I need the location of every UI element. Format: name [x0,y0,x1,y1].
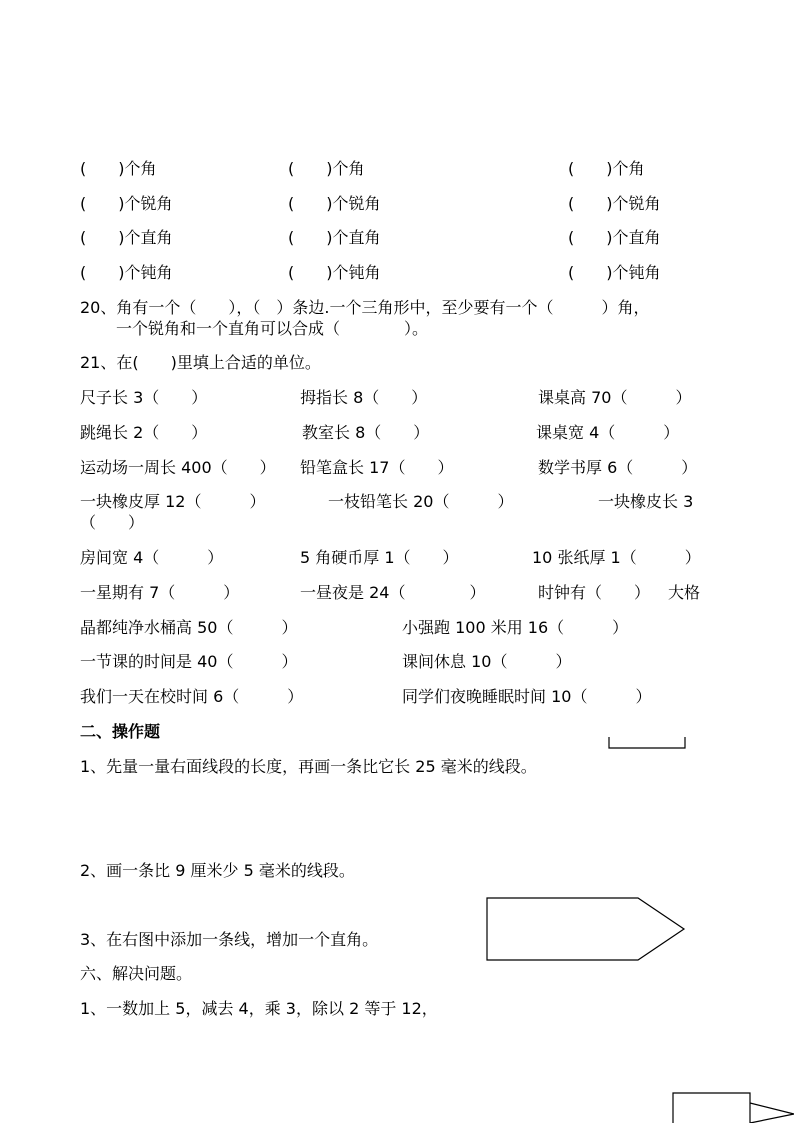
section-2-title: 二、操作题 [80,722,161,741]
unit-item: 时钟有（ ） [538,583,651,602]
unit-item-wrap: （ ） [80,513,145,532]
angle-blank-1-1: ( )个角 [80,159,157,178]
right-angle-blank-1: ( )个直角 [80,228,173,247]
q21-heading: 21、在( )里填上合适的单位。 [80,353,321,372]
op-q3: 3、在右图中添加一条线，增加一个直角。 [80,930,379,949]
unit-item: 一枝铅笔长 20（ ） [328,492,514,511]
acute-blank-2: ( )个锐角 [288,194,381,213]
unit-item: 课桌宽 4（ ） [536,423,680,442]
unit-item: 我们一天在校时间 6（ ） [80,687,304,706]
pentagon-shape-figure [484,896,689,962]
unit-item: 同学们夜晚睡眠时间 10（ ） [402,687,652,706]
op-q1: 1、先量一量右面线段的长度，再画一条比它长 25 毫米的线段。 [80,757,537,776]
unit-item: 一块橡皮厚 12（ ） [80,492,266,511]
unit-item: 10 张纸厚 1（ ） [532,548,701,567]
unit-item: 一块橡皮长 3 [598,492,694,511]
unit-item: 大格 [668,583,701,602]
unit-item: 小强跑 100 米用 16（ ） [402,618,629,637]
obtuse-blank-1: ( )个钝角 [80,263,173,282]
unit-item: 拇指长 8（ ） [300,388,428,407]
obtuse-blank-3: ( )个钝角 [568,263,661,282]
angle-blank-1-2: ( )个角 [288,159,365,178]
q20-line1: 20、角有一个（ ），（ ）条边.一个三角形中，至少要有一个（ ）角， [80,298,650,317]
unit-item: 房间宽 4（ ） [80,548,224,567]
measure-segment-figure [608,736,688,750]
unit-item: 数学书厚 6（ ） [538,458,698,477]
unit-item: 课桌高 70（ ） [538,388,692,407]
acute-blank-3: ( )个锐角 [568,194,661,213]
unit-item: 尺子长 3（ ） [80,388,208,407]
op-q2: 2、画一条比 9 厘米少 5 毫米的线段。 [80,861,355,880]
unit-item: 一节课的时间是 40（ ） [80,652,298,671]
unit-item: 教室长 8（ ） [302,423,430,442]
unit-item: 运动场一周长 400（ ） [80,458,276,477]
acute-blank-1: ( )个锐角 [80,194,173,213]
section-6-title: 六、解决问题。 [80,964,193,983]
q20-line2: 一个锐角和一个直角可以合成（ ）。 [116,319,429,338]
unit-item: 一星期有 7（ ） [80,583,240,602]
angle-blank-1-3: ( )个角 [568,159,645,178]
right-angle-blank-2: ( )个直角 [288,228,381,247]
arrow-shape-figure [672,1092,794,1123]
unit-item: 一昼夜是 24（ ） [300,583,486,602]
unit-item: 跳绳长 2（ ） [80,423,208,442]
unit-item: 5 角硬币厚 1（ ） [300,548,459,567]
unit-item: 晶都纯净水桶高 50（ ） [80,618,298,637]
unit-item: 铅笔盒长 17（ ） [300,458,454,477]
unit-item: 课间休息 10（ ） [402,652,572,671]
right-angle-blank-3: ( )个直角 [568,228,661,247]
problem-q1: 1、一数加上 5，减去 4，乘 3，除以 2 等于 12， [80,999,438,1018]
obtuse-blank-2: ( )个钝角 [288,263,381,282]
